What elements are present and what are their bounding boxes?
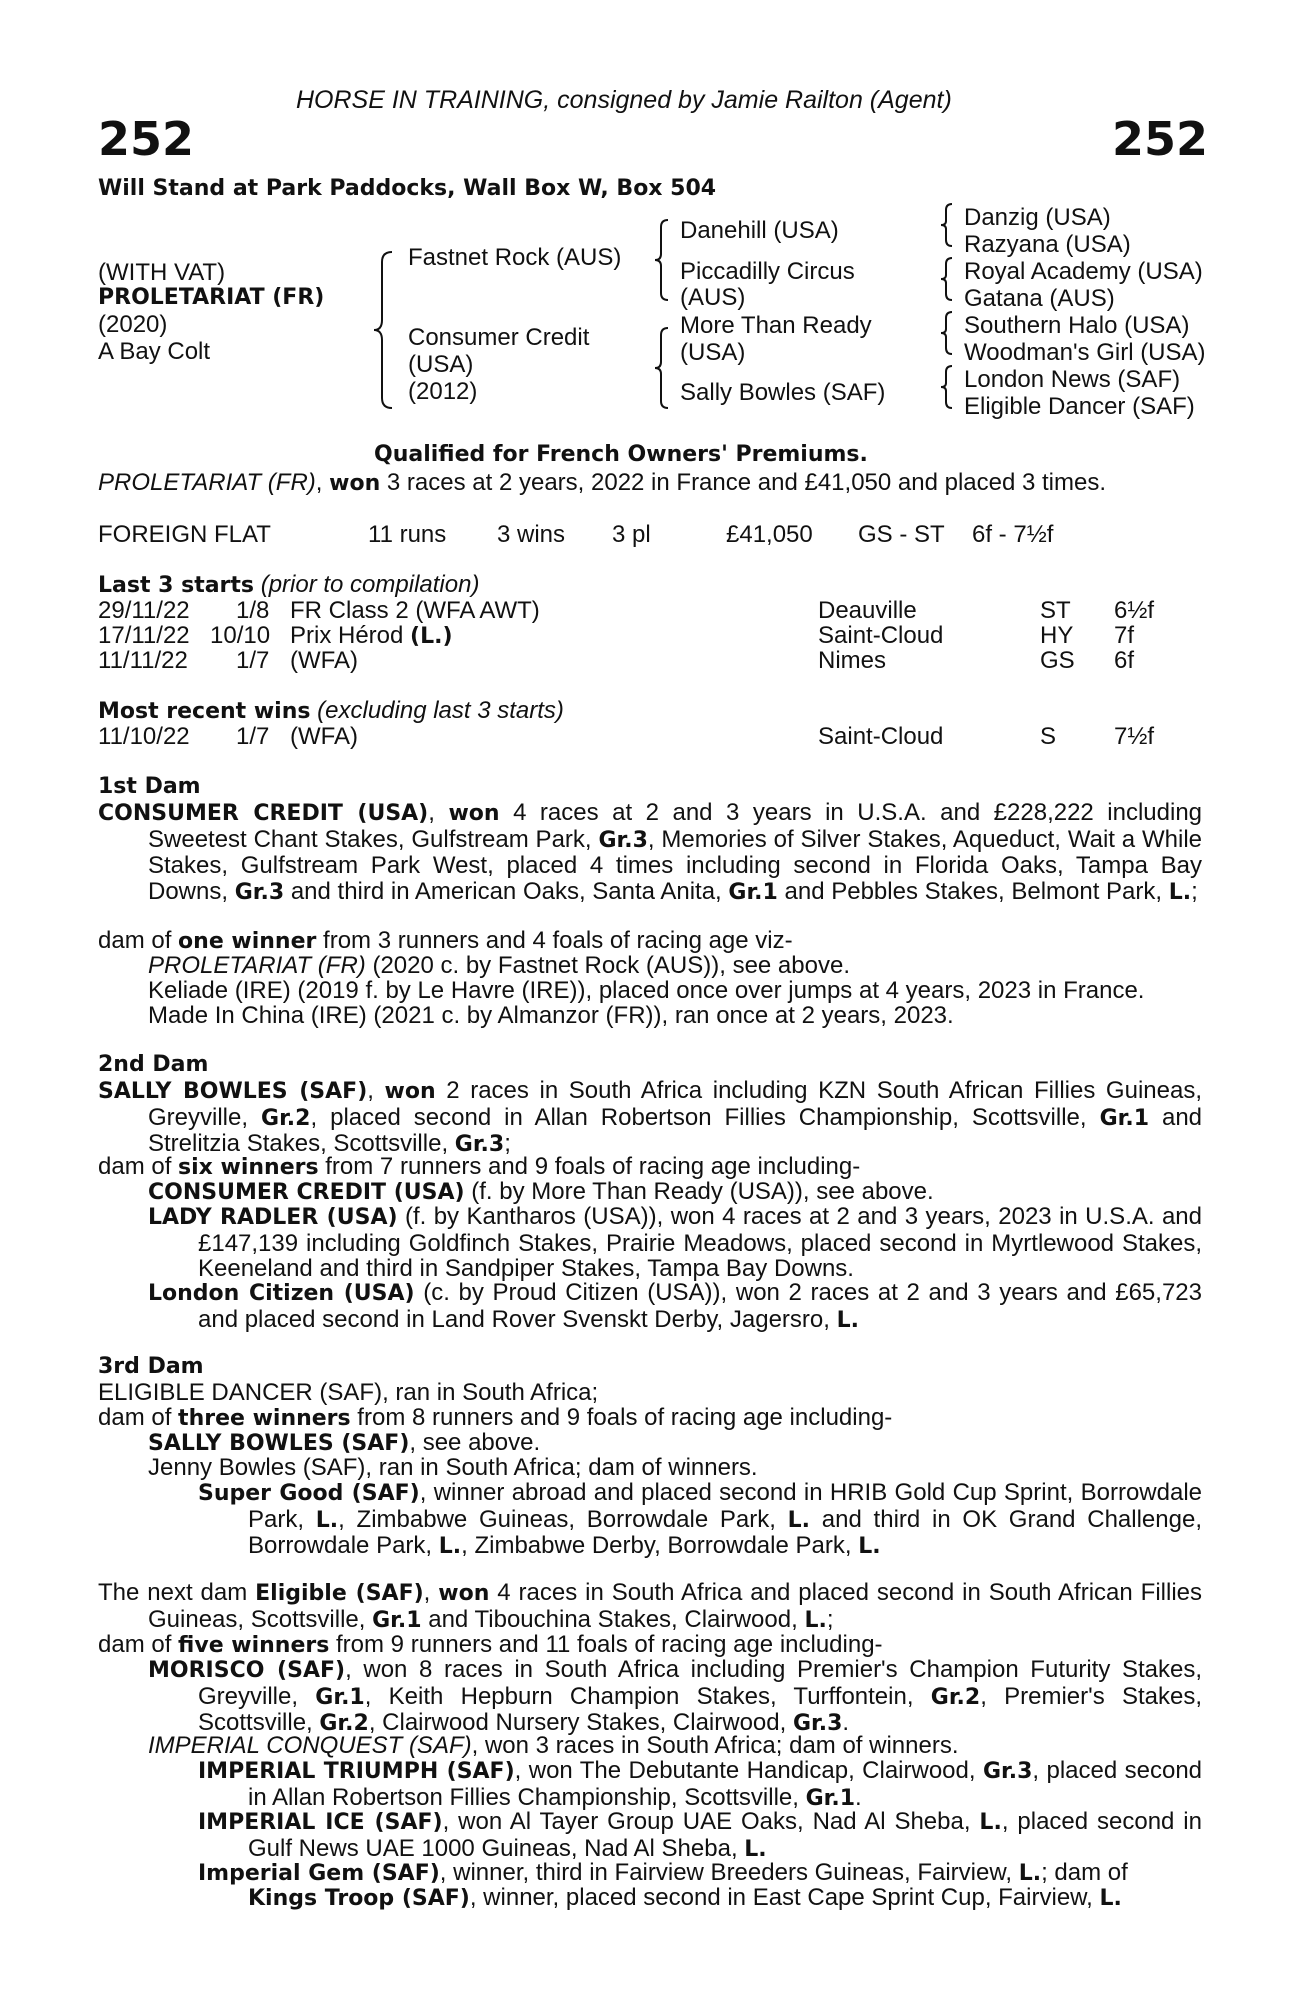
last3-course-3: Nimes <box>818 647 887 674</box>
dam2-produce-summary: dam of six winners from 7 runners and 9 foals of racing age including- <box>98 1153 861 1180</box>
pedigree-sire-sire: Danehill (USA) <box>680 217 839 244</box>
dam1-progeny-3: Made In China (IRE) (2021 c. by Almanzor (FR)), ran once at 2 years, 2023. <box>148 1002 954 1029</box>
last3-dist-1: 6½f <box>1114 597 1155 624</box>
pedigree-g3: Royal Academy (USA) <box>964 258 1203 285</box>
pedigree-sire-dam-line2: (AUS) <box>680 284 746 311</box>
pedigree-g8: Eligible Dancer (SAF) <box>964 393 1195 420</box>
last3-pos-1: 1/8 <box>236 597 270 624</box>
pedigree-g2: Razyana (USA) <box>964 231 1131 258</box>
last3-race-2: Prix Hérod (L.) <box>290 622 453 649</box>
lot-number-right: 252 <box>1112 112 1209 166</box>
dam3-heading: 3rd Dam <box>98 1354 204 1379</box>
pedigree-dam-sire-line1: More Than Ready <box>680 312 872 339</box>
record-places: 3 pl <box>612 521 651 548</box>
premium-qualification: Qualified for French Owners' Premiums. <box>374 442 868 467</box>
last3-pos-2: 10/10 <box>210 622 271 649</box>
dam2-heading: 2nd Dam <box>98 1052 209 1077</box>
dam1-heading: 1st Dam <box>98 774 201 799</box>
catalogue-title: HORSE IN TRAINING, consigned by Jamie Railton (Agent) <box>296 86 952 114</box>
recent-race: (WFA) <box>290 723 358 750</box>
dam3-progeny-1: SALLY BOWLES (SAF), see above. <box>148 1429 541 1456</box>
last3-going-2: HY <box>1040 622 1074 649</box>
record-runs: 11 runs <box>368 521 447 548</box>
last3-date-3: 11/11/22 <box>98 647 188 674</box>
pedigree-brace-dam <box>652 326 672 410</box>
last3-going-3: GS <box>1040 647 1075 674</box>
record-prize: £41,050 <box>726 521 813 548</box>
last3-race-1: FR Class 2 (WFA AWT) <box>290 597 540 624</box>
nextdam-paragraph: The next dam Eligible (SAF), won 4 races in South Africa and placed second in South African Fillies Guineas, Scottsville, Gr.1 and Tibouchina Stakes, Clairwood, L.; <box>98 1579 1202 1633</box>
dam3-progeny-2: Jenny Bowles (SAF), ran in South Africa; dam of winners. <box>148 1454 758 1481</box>
dam2-progeny-1: CONSUMER CREDIT (USA) (f. by More Than Ready (USA)), see above. <box>148 1178 934 1205</box>
pedigree-g6: Woodman's Girl (USA) <box>964 339 1206 366</box>
recent-date: 11/10/22 <box>98 723 190 750</box>
dam1-progeny-2: Keliade (IRE) (2019 f. by Le Havre (IRE)), placed once over jumps at 4 years, 2023 in France. <box>148 977 1145 1004</box>
dam1-paragraph: CONSUMER CREDIT (USA), won 4 races at 2 and 3 years in U.S.A. and £228,222 including Sweetest Chant Stakes, Gulfstream Park, Gr.3, Memories of Silver Stakes, Aqueduct, Wait a While Stakes, Gulfstream Park West, placed 4 times including second in Florida Oaks, Tampa Bay Downs, Gr.3 and third in American Oaks, Santa Anita, Gr.1 and Pebbles Stakes, Belmont Park, L.; <box>98 799 1203 905</box>
last3-heading: Last 3 starts (prior to compilation) <box>98 571 480 598</box>
pedigree-sire: Fastnet Rock (AUS) <box>408 244 622 271</box>
pedigree-dam-line2: (USA) <box>408 351 474 378</box>
dam2-progeny-3: London Citizen (USA) (c. by Proud Citizen (USA)), won 2 races at 2 and 3 years and £65,723 and placed second in Land Rover Svenskt Derby, Jagersro, L. <box>148 1279 1202 1333</box>
horse-summary: PROLETARIAT (FR), won 3 races at 2 years, 2022 in France and £41,050 and placed 3 times. <box>98 469 1107 496</box>
pedigree-dam-line3: (2012) <box>408 378 478 405</box>
last3-going-1: ST <box>1040 597 1071 624</box>
recent-course: Saint-Cloud <box>818 723 944 750</box>
pedigree-dam-line1: Consumer Credit <box>408 324 590 351</box>
dam3-line: ELIGIBLE DANCER (SAF), ran in South Africa; <box>98 1379 599 1406</box>
dam2-paragraph: SALLY BOWLES (SAF), won 2 races in South Africa including KZN South African Fillies Guineas, Greyville, Gr.2, placed second in Allan Robertson Fillies Championship, Scottsville, Gr.1 and Strelitzia Stakes, Scottsville, Gr.3; <box>98 1077 1203 1157</box>
last3-dist-3: 6f <box>1114 647 1135 674</box>
last3-date-1: 29/11/22 <box>98 597 190 624</box>
pedigree-brace-main <box>370 250 400 410</box>
dam3-grandprogeny-1: Super Good (SAF), winner abroad and placed second in HRIB Gold Cup Sprint, Borrowdale Park, L., Zimbabwe Guineas, Borrowdale Park, L. and third in OK Grand Challenge, Borrowdale Park, L., Zimbabwe Derby, Borrowdale Park, L. <box>198 1479 1202 1559</box>
pedigree-g1: Danzig (USA) <box>964 204 1111 231</box>
pedigree-brace-sire <box>652 218 672 302</box>
last3-race-3: (WFA) <box>290 647 358 674</box>
nextdam-grandprogeny-1: IMPERIAL TRIUMPH (SAF), won The Debutante Handicap, Clairwood, Gr.3, placed second in Allan Robertson Fillies Championship, Scottsville, Gr.1. <box>198 1757 1203 1811</box>
nextdam-greatgrandprogeny-1: Kings Troop (SAF), winner, placed second in East Cape Sprint Cup, Fairview, L. <box>248 1884 1122 1911</box>
last3-date-2: 17/11/22 <box>98 622 190 649</box>
record-going: GS - ST <box>858 521 945 548</box>
recent-dist: 7½f <box>1114 723 1155 750</box>
vat-note: (WITH VAT) <box>98 259 226 286</box>
nextdam-grandprogeny-3: Imperial Gem (SAF), winner, third in Fairview Breeders Guineas, Fairview, L.; dam of <box>198 1859 1128 1886</box>
recent-wins-heading: Most recent wins (excluding last 3 starts) <box>98 697 564 724</box>
last3-course-2: Saint-Cloud <box>818 622 944 649</box>
horse-year: (2020) <box>98 311 168 338</box>
pedigree-dam-sire-line2: (USA) <box>680 339 746 366</box>
recent-going: S <box>1040 723 1057 750</box>
record-wins: 3 wins <box>497 521 566 548</box>
nextdam-progeny-1: MORISCO (SAF), won 8 races in South Africa including Premier's Champion Futurity Stakes, Greyville, Gr.1, Keith Hepburn Champion Stakes, Turffontein, Gr.2, Premier's Stakes, Scottsville, Gr.2, Clairwood Nursery Stakes, Clairwood, Gr.3. <box>148 1656 1203 1736</box>
pedigree-g4: Gatana (AUS) <box>964 285 1115 312</box>
pedigree-brace-g3 <box>938 310 956 356</box>
dam2-progeny-2: LADY RADLER (USA) (f. by Kantharos (USA)), won 4 races at 2 and 3 years, 2023 in U.S.A. and £147,139 including Goldfinch Stakes, Prairie Meadows, placed second in Myrtlewood Stakes, Keeneland and third in Sandpiper Stakes, Tampa Bay Downs. <box>148 1203 1202 1282</box>
pedigree-sire-dam-line1: Piccadilly Circus <box>680 258 855 285</box>
last3-dist-2: 7f <box>1114 622 1135 649</box>
last3-course-1: Deauville <box>818 597 917 624</box>
pedigree-dam-dam: Sally Bowles (SAF) <box>680 379 886 406</box>
last3-pos-3: 1/7 <box>236 647 270 674</box>
pedigree-brace-g4 <box>938 364 956 410</box>
horse-name: PROLETARIAT (FR) <box>98 285 325 310</box>
nextdam-produce-summary: dam of five winners from 9 runners and 11 foals of racing age including- <box>98 1631 883 1658</box>
nextdam-progeny-2: IMPERIAL CONQUEST (SAF), won 3 races in South Africa; dam of winners. <box>148 1732 959 1759</box>
pedigree-brace-g1 <box>938 202 956 248</box>
recent-pos: 1/7 <box>236 723 270 750</box>
dam1-progeny-1: PROLETARIAT (FR) (2020 c. by Fastnet Rock (AUS)), see above. <box>148 952 850 979</box>
record-distance: 6f - 7½f <box>972 521 1054 548</box>
dam1-produce-summary: dam of one winner from 3 runners and 4 foals of racing age viz- <box>98 927 793 954</box>
nextdam-grandprogeny-2: IMPERIAL ICE (SAF), won Al Tayer Group UAE Oaks, Nad Al Sheba, L., placed second in Gulf News UAE 1000 Guineas, Nad Al Sheba, L. <box>198 1808 1202 1862</box>
horse-description: A Bay Colt <box>98 338 211 365</box>
lot-number-left: 252 <box>98 112 195 166</box>
pedigree-g5: Southern Halo (USA) <box>964 312 1190 339</box>
dam3-produce-summary: dam of three winners from 8 runners and 9 foals of racing age including- <box>98 1404 893 1431</box>
record-label: FOREIGN FLAT <box>98 521 271 548</box>
pedigree-g7: London News (SAF) <box>964 366 1181 393</box>
pedigree-brace-g2 <box>938 256 956 302</box>
stand-location: Will Stand at Park Paddocks, Wall Box W, Box 504 <box>98 176 717 201</box>
